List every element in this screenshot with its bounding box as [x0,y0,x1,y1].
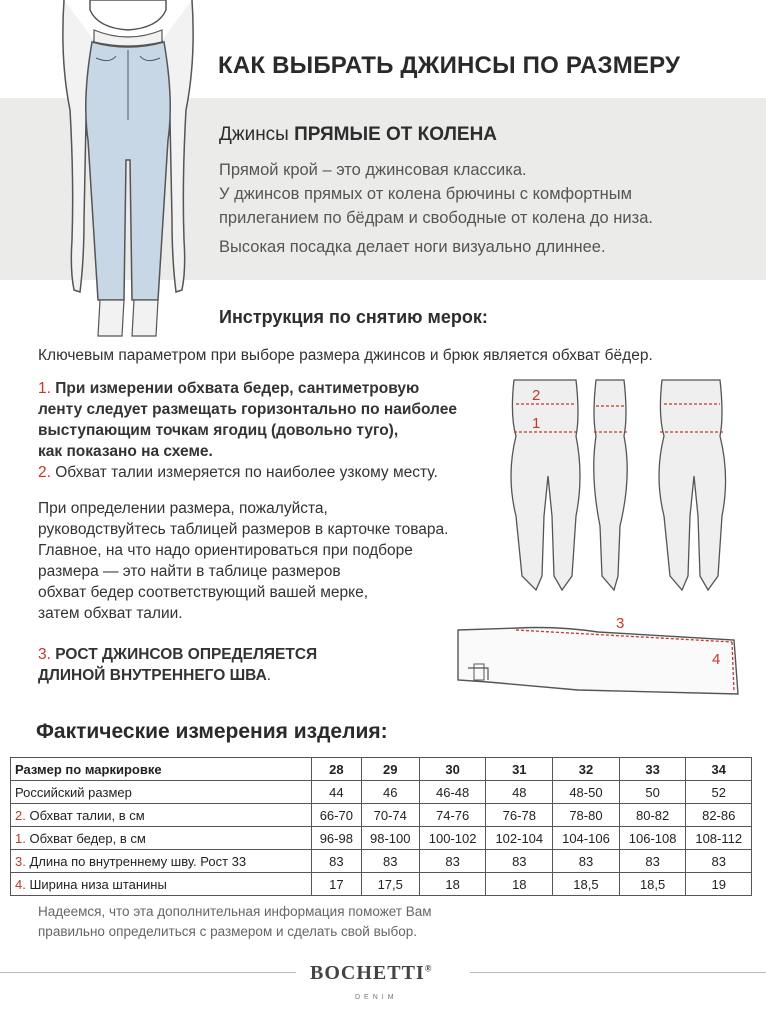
table-cell: 18 [486,873,553,896]
row-number: 2. [15,807,26,823]
table-cell: 98-100 [361,827,419,850]
subtitle-prefix: Джинсы [219,124,289,145]
row-number: 4. [15,876,26,892]
step3-number: 3. [38,646,51,663]
inseam-marker: 3 [616,615,625,632]
instructions-title: Инструкция по снятию мерок: [219,307,488,327]
table-cell: 108-112 [686,827,752,850]
width-marker: 4 [712,651,721,668]
step1-line: ленту следует размещать горизонтально по наиболее [38,401,457,418]
brand-name: BOCHETTI [310,962,425,984]
row-label-text: Обхват талии, в см [25,807,145,823]
table-cell: 78-80 [553,804,620,827]
row-label [11,873,312,896]
fit-note: Высокая посадка делает ноги визуально длиннее. [219,238,606,256]
subtitle-bold: ПРЯМЫЕ ОТ КОЛЕНА [288,124,498,145]
table-cell: 76-78 [486,804,553,827]
table-cell: 83 [419,850,486,873]
table-cell: 32 [553,758,620,781]
step1-line: При измерении обхвата бедер, сантиметровую [50,380,420,397]
registered-mark: ® [424,963,433,974]
table-cell: 18,5 [553,873,620,896]
row-label [11,781,312,804]
table-cell: 96-98 [312,827,362,850]
table-row [11,827,752,850]
product-subtitle [219,124,497,146]
step3-period: . [266,667,272,684]
table-row [11,804,752,827]
advice-line: руководствуйтесь таблицей размеров в карточке товара. [38,521,449,538]
table-row [11,850,752,873]
table-cell: 44 [312,781,362,804]
hips-marker: 1 [532,415,541,432]
row-number: 1. [15,830,26,846]
closing-line: правильно определиться с размером и сделать свой выбор. [38,924,417,939]
table-cell: 18,5 [619,873,686,896]
table-cell: 70-74 [361,804,419,827]
step2-text: Обхват талии измеряется по наиболее узкому месту. [50,464,438,481]
closing-line: Надеемся, что эта дополнительная информация поможет Вам [38,904,432,919]
brand-logo [310,962,432,985]
size-table [10,757,752,896]
table-cell: 30 [419,758,486,781]
advice-line: Главное, на что надо ориентироваться при подборе [38,542,413,559]
table-header-row [11,758,752,781]
row-label-text: Обхват бедер, в см [25,830,146,846]
size-advice [38,498,508,624]
footer-divider-right [470,972,766,973]
closing-note [38,902,432,942]
table-cell: 17,5 [361,873,419,896]
table-cell: 17 [312,873,362,896]
row-number: 3. [15,853,26,869]
table-cell: 18 [419,873,486,896]
step3-line: ДЛИНОЙ ВНУТРЕННЕГО ШВА [38,667,267,684]
table-cell: 66-70 [312,804,362,827]
table-cell: 34 [686,758,752,781]
table-cell: 48 [486,781,553,804]
row-label [11,827,312,850]
footer-divider-left [0,972,296,973]
inseam-note [38,644,398,686]
table-header-label: Размер по маркировке [11,758,312,781]
table-cell: 33 [619,758,686,781]
table-cell: 83 [619,850,686,873]
advice-line: обхват бедер соответствующий вашей мерке, [38,584,369,601]
step1-line: выступающим точкам ягодиц (довольно туго), [38,422,399,439]
row-label [11,804,312,827]
desc-line: У джинсов прямых от колена брючины с комфортным [219,185,632,203]
measurement-steps [38,378,488,483]
table-cell: 28 [312,758,362,781]
desc-line: прилеганием по бёдрам и свободные от колена до низа. [219,209,653,227]
table-title: Фактические измерения изделия: [36,720,388,743]
table-cell: 48-50 [553,781,620,804]
advice-line: размера — это найти в таблице размеров [38,563,341,580]
table-cell: 83 [553,850,620,873]
table-row [11,781,752,804]
table-cell: 46-48 [419,781,486,804]
advice-line: затем обхват талии. [38,605,183,622]
waist-marker: 2 [532,387,541,404]
table-cell: 29 [361,758,419,781]
row-label [11,850,312,873]
table-cell: 83 [486,850,553,873]
table-cell: 82-86 [686,804,752,827]
table-cell: 104-106 [553,827,620,850]
folded-jeans-diagram [448,608,748,700]
table-row [11,873,752,896]
table-cell: 106-108 [619,827,686,850]
body-measurement-figures [492,376,732,606]
table-cell: 52 [686,781,752,804]
step3-line: РОСТ ДЖИНСОВ ОПРЕДЕЛЯЕТСЯ [50,646,318,663]
table-cell: 19 [686,873,752,896]
row-label-text: Ширина низа штанины [25,876,167,892]
table-cell: 80-82 [619,804,686,827]
brand-subtitle: DENIM [355,994,398,1001]
table-cell: 83 [686,850,752,873]
row-label-text: Российский размер [15,784,132,800]
step2-number: 2. [38,464,51,481]
advice-line: При определении размера, пожалуйста, [38,500,328,517]
desc-line: Прямой крой – это джинсовая классика. [219,161,527,179]
table-cell: 83 [312,850,362,873]
table-cell: 100-102 [419,827,486,850]
product-description [219,158,653,230]
row-label-text: Длина по внутреннему шву. Рост 33 [25,853,247,869]
step1-number: 1. [38,380,51,397]
page-title: КАК ВЫБРАТЬ ДЖИНСЫ ПО РАЗМЕРУ [218,52,681,79]
table-cell: 102-104 [486,827,553,850]
table-cell: 31 [486,758,553,781]
key-parameter-text: Ключевым параметром при выборе размера джинсов и брюк является обхват бёдер. [38,347,653,364]
step1-line: как показано на схеме. [38,443,213,460]
table-cell: 50 [619,781,686,804]
table-cell: 83 [361,850,419,873]
table-cell: 46 [361,781,419,804]
table-cell: 74-76 [419,804,486,827]
model-jeans-illustration [50,0,200,340]
